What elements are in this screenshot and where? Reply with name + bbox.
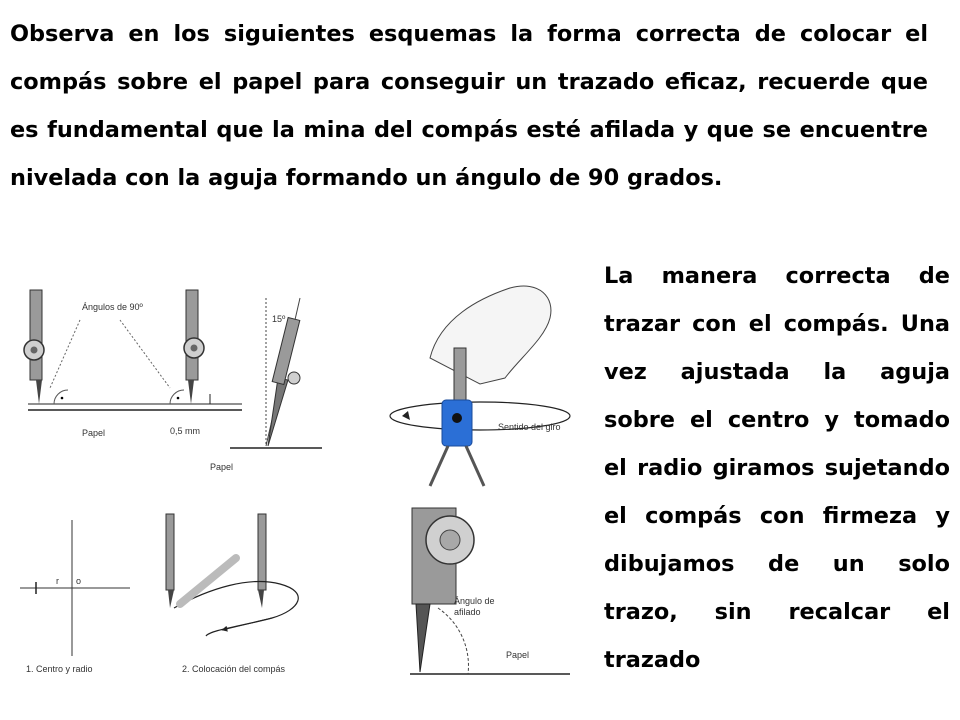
side-paragraph: La manera correcta de trazar con el compás. Una vez ajustada la aguja sobre el centro y tomado el radio giramos sujetando el compás con firmeza y dibujamos de un solo trazo, sin recalcar el trazado	[604, 263, 950, 673]
paper-label-1: Papel	[82, 428, 106, 438]
panel-right-angles	[24, 290, 242, 438]
sharpen-label-line1: Ángulo de	[454, 596, 495, 606]
panel-tilt	[210, 298, 322, 472]
rotation-label: Sentido del giro	[498, 422, 561, 432]
step2-label: 2. Colocación del compás	[182, 664, 286, 674]
panel-placing	[166, 514, 298, 674]
step1-label: 1. Centro y radio	[26, 664, 93, 674]
sharpen-label-line2: afilado	[454, 607, 481, 617]
o-label: o	[76, 576, 82, 586]
compass-diagrams-image	[10, 258, 596, 698]
intro-paragraph: Observa en los siguientes esquemas la forma correcta de colocar el compás sobre el papel para conseguir un trazado eficaz, recuerde que es fundamental que la mina del compás esté afilada y que se encuentre nivelada con la aguja formando un ángulo de 90 grados.	[10, 21, 928, 191]
panel-sharpening	[410, 508, 570, 674]
tilt-label: 15º	[272, 314, 286, 324]
paper-label-2: Papel	[210, 462, 234, 472]
panel-rotation	[390, 286, 570, 486]
panel-center-radius	[20, 520, 130, 674]
angles-label: Ángulos de 90º	[82, 302, 143, 312]
paper-label-3: Papel	[506, 650, 530, 660]
gap-label: 0,5 mm	[170, 426, 201, 436]
r-label: r	[56, 576, 59, 586]
